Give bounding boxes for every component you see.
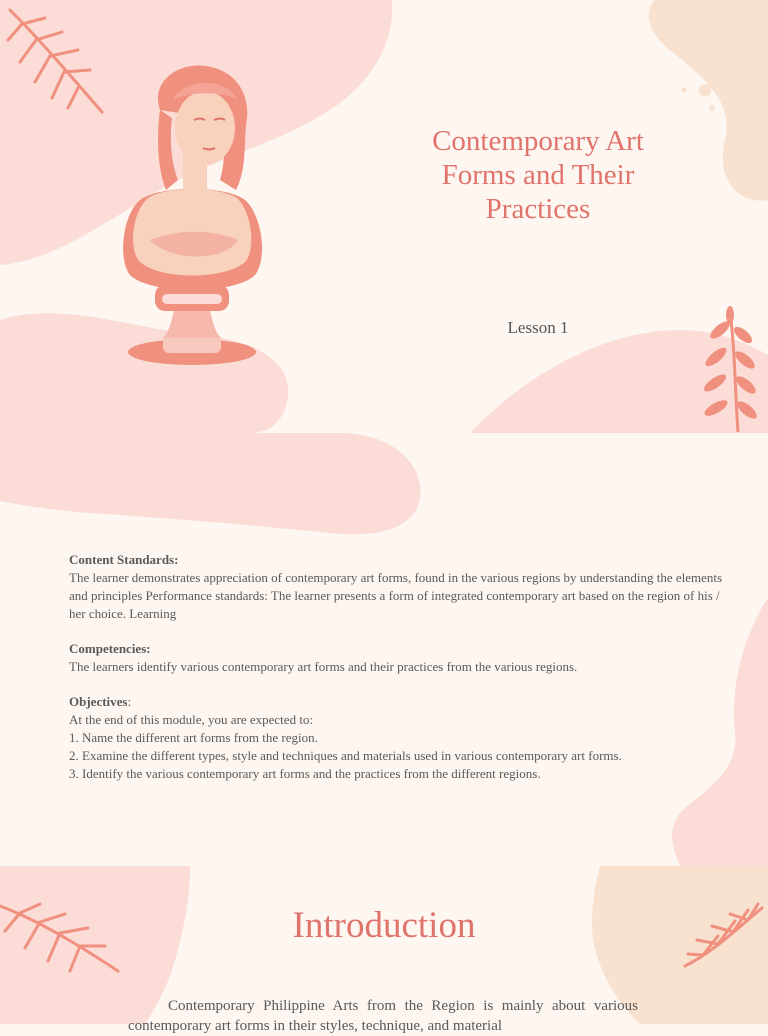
objective-item: 1. Name the different art forms from the region.	[69, 730, 318, 745]
content-standards-section	[69, 551, 729, 623]
objectives-section	[69, 693, 729, 783]
content-standards-text: The learner demonstrates appreciation of contemporary art forms, found in the various regions by understanding the elements and principles Performance standards: The learner presents a form of integrated contemporary art based on the region of his / her choice. Learning	[69, 570, 723, 621]
dot-shape	[699, 84, 711, 96]
title-line: Practices	[485, 193, 591, 225]
lesson-label: Lesson 1	[507, 318, 569, 337]
title-line: Contemporary Art	[432, 125, 644, 157]
objectives-colon: :	[127, 694, 132, 709]
introduction-text: Contemporary Philippine Arts from the Region is mainly about various contemporary art forms in their styles, technique, and material	[128, 998, 638, 1034]
competencies-text: The learners identify various contemporary art forms and their practices from the various regions.	[69, 659, 578, 674]
content-standards-heading: Content Standards:	[69, 552, 179, 567]
objectives-heading: Objectives	[69, 694, 128, 709]
objective-item: 3. Identify the various contemporary art forms and the practices from the different regions.	[69, 766, 541, 781]
pink-blob-shape	[0, 313, 288, 433]
lesson-content	[69, 551, 729, 800]
competencies-heading: Competencies:	[69, 641, 151, 656]
dot-shape	[682, 88, 687, 93]
introduction-heading: Introduction	[292, 905, 476, 946]
objectives-intro: At the end of this module, you are expected to:	[69, 712, 314, 727]
presentation-title	[398, 124, 678, 226]
objective-item: 2. Examine the different types, style and techniques and materials used in various contemporary art forms.	[69, 748, 622, 763]
dot-shape	[709, 105, 715, 111]
title-slide	[0, 0, 768, 433]
standards-slide	[0, 433, 768, 866]
title-line: Forms and Their	[441, 159, 635, 191]
competencies-section	[69, 640, 729, 676]
pink-blob-shape	[0, 433, 420, 534]
introduction-slide	[0, 866, 768, 1034]
